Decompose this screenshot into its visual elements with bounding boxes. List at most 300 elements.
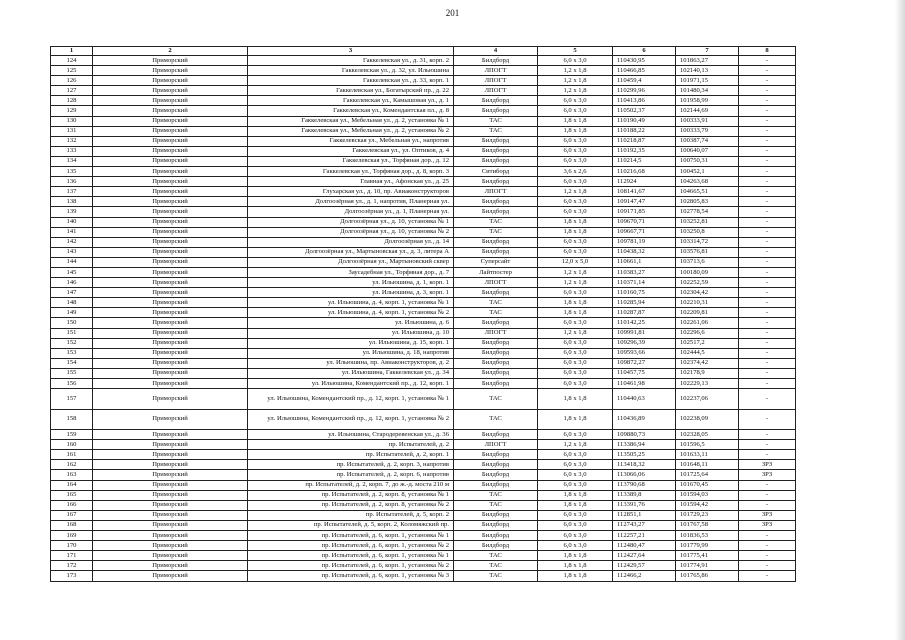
row-number-cell: 129 (51, 106, 93, 116)
coordinate-y-cell: 100387,74 (676, 136, 739, 146)
structure-type-cell: Билдборд (454, 197, 538, 207)
row-number-cell: 153 (51, 348, 93, 358)
coordinate-y-cell: 101648,11 (676, 460, 739, 470)
zone-note-cell: - (739, 86, 796, 96)
structure-type-cell: ЛПОГТ (454, 76, 538, 86)
coordinate-y-cell: 102209,81 (676, 308, 739, 318)
coordinate-x-cell: 112427,64 (613, 551, 676, 561)
structure-type-cell: Билдборд (454, 106, 538, 116)
row-number-cell: 136 (51, 177, 93, 187)
row-number-cell: 167 (51, 510, 93, 520)
structure-type-cell: Суперсайт (454, 257, 538, 267)
address-cell: Гаккелевская ул., Мебельная ул., д. 2, установка № 1 (248, 116, 454, 126)
zone-note-cell: - (739, 379, 796, 389)
table-row (51, 318, 796, 328)
row-number-cell: 144 (51, 257, 93, 267)
table-row (51, 500, 796, 510)
district-cell: Приморский (93, 318, 248, 328)
structure-type-cell: Билдборд (454, 460, 538, 470)
table-row (51, 561, 796, 571)
row-number-cell: 149 (51, 308, 93, 318)
row-number-cell: 159 (51, 430, 93, 440)
coordinate-x-cell: 110190,49 (613, 116, 676, 126)
structure-type-cell: Билдборд (454, 541, 538, 551)
coordinate-y-cell: 101767,58 (676, 520, 739, 530)
size-cell: 1,8 х 1,8 (538, 490, 613, 500)
table-row (51, 207, 796, 217)
size-cell: 6,0 х 3,0 (538, 470, 613, 480)
row-number-cell: 140 (51, 217, 93, 227)
zone-note-cell: - (739, 531, 796, 541)
coordinate-y-cell: 101594,42 (676, 500, 739, 510)
address-cell: Долгоозёрная ул., д. 14 (248, 237, 454, 247)
zone-note-cell: - (739, 207, 796, 217)
district-cell: Приморский (93, 56, 248, 66)
coordinate-x-cell: 110430,95 (613, 56, 676, 66)
district-cell: Приморский (93, 490, 248, 500)
address-cell: ул. Ильюшина, Комендантский пр., д. 12, корп. 1, установка № 2 (248, 409, 454, 430)
coordinate-y-cell: 100180,09 (676, 267, 739, 277)
zone-note-cell: - (739, 440, 796, 450)
advertising-structures-table (50, 46, 796, 582)
zone-note-cell: - (739, 450, 796, 460)
coordinate-x-cell: 113790,68 (613, 480, 676, 490)
coordinate-x-cell: 110438,32 (613, 247, 676, 257)
structure-type-cell: Билдборд (454, 177, 538, 187)
district-cell: Приморский (93, 187, 248, 197)
district-cell: Приморский (93, 450, 248, 460)
zone-note-cell: - (739, 480, 796, 490)
structure-type-cell: Билдборд (454, 348, 538, 358)
coordinate-x-cell: 113066,06 (613, 470, 676, 480)
coordinate-y-cell: 101596,5 (676, 440, 739, 450)
district-cell: Приморский (93, 96, 248, 106)
row-number-cell: 131 (51, 126, 93, 136)
district-cell: Приморский (93, 520, 248, 530)
coordinate-x-cell: 109991,81 (613, 328, 676, 338)
coordinate-x-cell: 109593,66 (613, 348, 676, 358)
district-cell: Приморский (93, 470, 248, 480)
zone-note-cell: ЗРЗ (739, 470, 796, 480)
size-cell: 1,2 х 1,8 (538, 86, 613, 96)
size-cell: 3,6 х 2,6 (538, 167, 613, 177)
district-cell: Приморский (93, 480, 248, 490)
size-cell: 6,0 х 3,0 (538, 197, 613, 207)
district-cell: Приморский (93, 551, 248, 561)
zone-note-cell: - (739, 409, 796, 430)
zone-note-cell: - (739, 308, 796, 318)
table-row (51, 156, 796, 166)
coordinate-y-cell: 102304,42 (676, 288, 739, 298)
structure-type-cell: Билдборд (454, 368, 538, 378)
zone-note-cell: - (739, 368, 796, 378)
coordinate-y-cell: 101765,86 (676, 571, 739, 581)
address-cell: ул. Ильюшина, д. 6 (248, 318, 454, 328)
coordinate-x-cell: 109781,19 (613, 237, 676, 247)
district-cell: Приморский (93, 227, 248, 237)
structure-type-cell: Билдборд (454, 338, 538, 348)
address-cell: пр. Испытателей, д. 6, корп. 1, установка № 2 (248, 541, 454, 551)
address-cell: ул. Ильюшина, д. 4, корп. 1, установка № 2 (248, 308, 454, 318)
district-cell: Приморский (93, 348, 248, 358)
coordinate-y-cell: 100333,91 (676, 116, 739, 126)
zone-note-cell: - (739, 56, 796, 66)
address-cell: ул. Ильюшина, Комендантский пр., д. 12, корп. 1 (248, 379, 454, 389)
district-cell: Приморский (93, 156, 248, 166)
address-cell: Главная ул., Афонская ул., д. 25 (248, 177, 454, 187)
coordinate-x-cell: 110160,75 (613, 288, 676, 298)
size-cell: 6,0 х 3,0 (538, 288, 613, 298)
address-cell: Гаккелевская ул., Мебельная ул., напротив (248, 136, 454, 146)
row-number-cell: 133 (51, 146, 93, 156)
address-cell: пр. Испытателей, д. 2, корп. 7, до ж.-д. моста 210 м (248, 480, 454, 490)
coordinate-y-cell: 100333,79 (676, 126, 739, 136)
zone-note-cell: - (739, 136, 796, 146)
structure-type-cell: ТАС (454, 298, 538, 308)
zone-note-cell: - (739, 500, 796, 510)
size-cell: 6,0 х 3,0 (538, 338, 613, 348)
district-cell: Приморский (93, 379, 248, 389)
structure-type-cell: Билдборд (454, 531, 538, 541)
district-cell: Приморский (93, 257, 248, 267)
size-cell: 1,8 х 1,8 (538, 561, 613, 571)
address-cell: ул. Ильюшина, пр. Авиаконструкторов, д. 2 (248, 358, 454, 368)
row-number-cell: 168 (51, 520, 93, 530)
coordinate-y-cell: 102229,13 (676, 379, 739, 389)
structure-type-cell: ЛПОГТ (454, 86, 538, 96)
row-number-cell: 152 (51, 338, 93, 348)
address-cell: Долгоозёрная ул., д. 10, установка № 2 (248, 227, 454, 237)
table-row (51, 379, 796, 389)
structure-type-cell: ТАС (454, 389, 538, 410)
structure-type-cell: ТАС (454, 490, 538, 500)
coordinate-x-cell: 110661,1 (613, 257, 676, 267)
coordinate-y-cell: 100640,07 (676, 146, 739, 156)
address-cell: Долгоозёрная ул., Мартыновская ул., д. 3, литера А (248, 247, 454, 257)
coordinate-x-cell: 109872,27 (613, 358, 676, 368)
column-header: 7 (676, 47, 739, 56)
zone-note-cell: - (739, 278, 796, 288)
coordinate-y-cell: 103252,81 (676, 217, 739, 227)
coordinate-y-cell: 103314,72 (676, 237, 739, 247)
table-row (51, 146, 796, 156)
table-row (51, 338, 796, 348)
district-cell: Приморский (93, 146, 248, 156)
district-cell: Приморский (93, 338, 248, 348)
table-row (51, 531, 796, 541)
table-row (51, 470, 796, 480)
structure-type-cell: ТАС (454, 217, 538, 227)
address-cell: Гаккелевская ул., д. 33, корп. 1 (248, 76, 454, 86)
coordinate-x-cell: 108141,67 (613, 187, 676, 197)
size-cell: 1,2 х 1,8 (538, 267, 613, 277)
coordinate-x-cell: 110218,87 (613, 136, 676, 146)
scan-edge-shadow (895, 0, 905, 640)
row-number-cell: 154 (51, 358, 93, 368)
column-header: 8 (739, 47, 796, 56)
size-cell: 1,2 х 1,8 (538, 278, 613, 288)
district-cell: Приморский (93, 460, 248, 470)
zone-note-cell: - (739, 348, 796, 358)
row-number-cell: 155 (51, 368, 93, 378)
coordinate-x-cell: 110371,14 (613, 278, 676, 288)
structure-type-cell: ТАС (454, 571, 538, 581)
structure-type-cell: ТАС (454, 551, 538, 561)
coordinate-y-cell: 101863,27 (676, 56, 739, 66)
coordinate-y-cell: 100750,31 (676, 156, 739, 166)
address-cell: Гаккелевская ул., Камышовая ул., д. 1 (248, 96, 454, 106)
size-cell: 6,0 х 3,0 (538, 237, 613, 247)
row-number-cell: 125 (51, 66, 93, 76)
address-cell: ул. Ильюшина, Комендантский пр., д. 12, корп. 1, установка № 1 (248, 389, 454, 410)
row-number-cell: 173 (51, 571, 93, 581)
table-row (51, 237, 796, 247)
coordinate-y-cell: 102296,6 (676, 328, 739, 338)
coordinate-x-cell: 110502,37 (613, 106, 676, 116)
table-row (51, 187, 796, 197)
table-row (51, 197, 796, 207)
table-body (51, 47, 796, 582)
coordinate-x-cell: 112851,1 (613, 510, 676, 520)
structure-type-cell: ТАС (454, 116, 538, 126)
address-cell: ул. Ильюшина, Стародеревенская ул., д. 36 (248, 430, 454, 440)
structure-type-cell: ТАС (454, 227, 538, 237)
district-cell: Приморский (93, 237, 248, 247)
size-cell: 6,0 х 3,0 (538, 510, 613, 520)
coordinate-y-cell: 102140,13 (676, 66, 739, 76)
district-cell: Приморский (93, 430, 248, 440)
structure-type-cell: ТАС (454, 409, 538, 430)
row-number-cell: 172 (51, 561, 93, 571)
coordinate-x-cell: 110299,96 (613, 86, 676, 96)
size-cell: 6,0 х 3,0 (538, 156, 613, 166)
zone-note-cell: - (739, 177, 796, 187)
size-cell: 6,0 х 3,0 (538, 379, 613, 389)
coordinate-x-cell: 110216,68 (613, 167, 676, 177)
address-cell: Гаккелевская ул., Богатырский пр., д. 22 (248, 86, 454, 96)
coordinate-y-cell: 101774,91 (676, 561, 739, 571)
address-cell: Долгоозёрная ул., д. 1, напротив, Планерная ул. (248, 197, 454, 207)
coordinate-y-cell: 101594,03 (676, 490, 739, 500)
row-number-cell: 138 (51, 197, 93, 207)
row-number-cell: 150 (51, 318, 93, 328)
district-cell: Приморский (93, 389, 248, 410)
row-number-cell: 128 (51, 96, 93, 106)
row-number-cell: 151 (51, 328, 93, 338)
structure-type-cell: Билдборд (454, 96, 538, 106)
zone-note-cell: - (739, 257, 796, 267)
size-cell: 6,0 х 3,0 (538, 136, 613, 146)
coordinate-y-cell: 104665,51 (676, 187, 739, 197)
zone-note-cell: - (739, 247, 796, 257)
address-cell: Заусадебная ул., Торфяная дор., д. 7 (248, 267, 454, 277)
row-number-cell: 158 (51, 409, 93, 430)
size-cell: 6,0 х 3,0 (538, 56, 613, 66)
coordinate-x-cell: 109670,71 (613, 217, 676, 227)
district-cell: Приморский (93, 106, 248, 116)
coordinate-y-cell: 102237,06 (676, 389, 739, 410)
zone-note-cell: - (739, 227, 796, 237)
row-number-cell: 130 (51, 116, 93, 126)
row-number-cell: 141 (51, 227, 93, 237)
district-cell: Приморский (93, 500, 248, 510)
address-cell: Гаккелевская ул., Торфяная дор., д. 12 (248, 156, 454, 166)
district-cell: Приморский (93, 247, 248, 257)
district-cell: Приморский (93, 510, 248, 520)
table-row (51, 328, 796, 338)
address-cell: пр. Испытателей, д. 2, корп. 8, установка № 2 (248, 500, 454, 510)
row-number-cell: 162 (51, 460, 93, 470)
coordinate-y-cell: 101480,34 (676, 86, 739, 96)
district-cell: Приморский (93, 217, 248, 227)
zone-note-cell: - (739, 358, 796, 368)
coordinate-x-cell: 112480,47 (613, 541, 676, 551)
row-number-cell: 160 (51, 440, 93, 450)
row-number-cell: 142 (51, 237, 93, 247)
coordinate-y-cell: 101725,64 (676, 470, 739, 480)
table-row (51, 551, 796, 561)
address-cell: ул. Ильюшина, д. 4, корп. 1, установка № 1 (248, 298, 454, 308)
size-cell: 1,8 х 1,8 (538, 116, 613, 126)
coordinate-x-cell: 110440,63 (613, 389, 676, 410)
zone-note-cell: - (739, 430, 796, 440)
structure-type-cell: Билдборд (454, 379, 538, 389)
address-cell: пр. Испытателей, д. 6, корп. 1, установка № 1 (248, 551, 454, 561)
table-row (51, 490, 796, 500)
table-row (51, 257, 796, 267)
coordinate-x-cell: 110461,98 (613, 379, 676, 389)
coordinate-x-cell: 110214,5 (613, 156, 676, 166)
size-cell: 1,2 х 1,8 (538, 66, 613, 76)
size-cell: 1,8 х 1,8 (538, 308, 613, 318)
address-cell: пр. Испытателей, д. 2 (248, 440, 454, 450)
structure-type-cell: Билдборд (454, 56, 538, 66)
district-cell: Приморский (93, 571, 248, 581)
zone-note-cell: - (739, 197, 796, 207)
district-cell: Приморский (93, 368, 248, 378)
coordinate-y-cell: 102805,83 (676, 197, 739, 207)
coordinate-y-cell: 103713,6 (676, 257, 739, 267)
address-cell: Гаккелевская ул., Комендантская пл., д. 8 (248, 106, 454, 116)
table-row (51, 227, 796, 237)
structure-type-cell: ЛПОГТ (454, 440, 538, 450)
row-number-cell: 164 (51, 480, 93, 490)
structure-type-cell: ЛПОГТ (454, 278, 538, 288)
district-cell: Приморский (93, 136, 248, 146)
size-cell: 1,8 х 1,8 (538, 298, 613, 308)
zone-note-cell: - (739, 96, 796, 106)
coordinate-x-cell: 110142,25 (613, 318, 676, 328)
column-header: 6 (613, 47, 676, 56)
size-cell: 6,0 х 3,0 (538, 247, 613, 257)
zone-note-cell: - (739, 116, 796, 126)
zone-note-cell: - (739, 66, 796, 76)
table-row (51, 217, 796, 227)
coordinate-x-cell: 110466,85 (613, 66, 676, 76)
structure-type-cell: Билдборд (454, 470, 538, 480)
table-row (51, 541, 796, 551)
coordinate-y-cell: 102210,31 (676, 298, 739, 308)
size-cell: 6,0 х 3,0 (538, 520, 613, 530)
structure-type-cell: Билдборд (454, 146, 538, 156)
row-number-cell: 163 (51, 470, 93, 480)
row-number-cell: 147 (51, 288, 93, 298)
district-cell: Приморский (93, 197, 248, 207)
size-cell: 6,0 х 3,0 (538, 541, 613, 551)
coordinate-y-cell: 101633,11 (676, 450, 739, 460)
column-header: 1 (51, 47, 93, 56)
row-number-cell: 139 (51, 207, 93, 217)
row-number-cell: 143 (51, 247, 93, 257)
address-cell: ул. Ильюшина, д. 3, корп. 1 (248, 288, 454, 298)
page-number: 201 (445, 8, 460, 18)
zone-note-cell: - (739, 106, 796, 116)
zone-note-cell: - (739, 146, 796, 156)
coordinate-x-cell: 110413,86 (613, 96, 676, 106)
coordinate-y-cell: 102144,69 (676, 106, 739, 116)
district-cell: Приморский (93, 308, 248, 318)
coordinate-x-cell: 112429,57 (613, 561, 676, 571)
coordinate-y-cell: 101971,15 (676, 76, 739, 86)
coordinate-y-cell: 100452,1 (676, 167, 739, 177)
structure-type-cell: ТАС (454, 500, 538, 510)
coordinate-x-cell: 109171,85 (613, 207, 676, 217)
row-number-cell: 135 (51, 167, 93, 177)
size-cell: 1,8 х 1,8 (538, 389, 613, 410)
coordinate-y-cell: 101670,45 (676, 480, 739, 490)
coordinate-x-cell: 112924 (613, 177, 676, 187)
address-cell: пр. Испытателей, д. 5, корп. 2 (248, 510, 454, 520)
table-row (51, 571, 796, 581)
coordinate-y-cell: 101958,99 (676, 96, 739, 106)
coordinate-x-cell: 112743,27 (613, 520, 676, 530)
zone-note-cell: - (739, 76, 796, 86)
coordinate-x-cell: 109667,71 (613, 227, 676, 237)
coordinate-x-cell: 113505,25 (613, 450, 676, 460)
row-number-cell: 145 (51, 267, 93, 277)
coordinate-x-cell: 110383,27 (613, 267, 676, 277)
district-cell: Приморский (93, 267, 248, 277)
zone-note-cell: - (739, 561, 796, 571)
table-row (51, 440, 796, 450)
size-cell: 6,0 х 3,0 (538, 96, 613, 106)
row-number-cell: 148 (51, 298, 93, 308)
address-cell: пр. Испытателей, д. 2, корп. 6, напротив (248, 470, 454, 480)
coordinate-x-cell: 113389,8 (613, 490, 676, 500)
coordinate-y-cell: 101729,23 (676, 510, 739, 520)
structure-type-cell: ЛПОГТ (454, 66, 538, 76)
zone-note-cell: ЗРЗ (739, 460, 796, 470)
structure-type-cell: Билдборд (454, 136, 538, 146)
row-number-cell: 169 (51, 531, 93, 541)
table-row (51, 56, 796, 66)
row-number-cell: 137 (51, 187, 93, 197)
coordinate-x-cell: 112257,21 (613, 531, 676, 541)
table-row (51, 348, 796, 358)
column-header: 2 (93, 47, 248, 56)
size-cell: 6,0 х 3,0 (538, 106, 613, 116)
table-row (51, 430, 796, 440)
address-cell: ул. Ильюшина, д. 18, напротив (248, 348, 454, 358)
size-cell: 6,0 х 3,0 (538, 358, 613, 368)
column-header: 5 (538, 47, 613, 56)
structure-type-cell: Билдборд (454, 207, 538, 217)
zone-note-cell: - (739, 490, 796, 500)
size-cell: 6,0 х 3,0 (538, 430, 613, 440)
zone-note-cell: - (739, 541, 796, 551)
district-cell: Приморский (93, 358, 248, 368)
coordinate-x-cell: 110436,89 (613, 409, 676, 430)
